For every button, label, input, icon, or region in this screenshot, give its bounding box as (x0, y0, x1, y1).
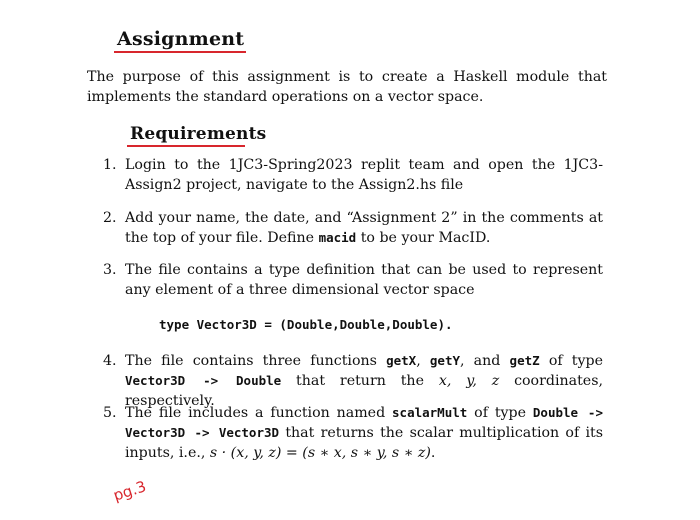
requirement-item-3 (103, 260, 603, 300)
inline-code: macid (318, 230, 357, 245)
item-number: 3. (103, 262, 117, 278)
requirement-item-5 (103, 403, 603, 463)
requirement-item-1 (103, 155, 603, 195)
item-text: Login to the 1JC3-Spring2023 replit team and open the 1JC3-Assign2 project, navigate to the Assign2.hs file (125, 157, 603, 193)
item-text-part: coordinates, respectively. (125, 373, 603, 409)
item-text-part: that returns the scalar multiplication of its inputs, i.e., (125, 425, 604, 461)
item-text (125, 403, 603, 463)
inline-code: Vector3D -> Double (125, 373, 282, 388)
item-number: 4. (103, 353, 117, 369)
inline-math: s · (x, y, z) = (s ∗ x, s ∗ y, s ∗ z) (209, 445, 431, 461)
inline-code: getX (386, 353, 417, 368)
inline-math: x, y, z (438, 373, 500, 389)
item-number: 1. (103, 157, 117, 173)
requirements-heading-underline (127, 145, 245, 147)
item-text-part: Add your name, the date, and “Assignment 2” in the comments at the top of your file. Define (125, 210, 603, 246)
item-text-part: . (430, 445, 436, 461)
requirement-item-2 (103, 208, 603, 248)
inline-code: scalarMult (392, 405, 468, 420)
inline-code: Double -> Vector3D -> Vector3D (125, 405, 603, 440)
code-block: type Vector3D = (Double,Double,Double). (159, 317, 453, 332)
intro-paragraph: The purpose of this assignment is to create a Haskell module that implements the standard operations on a vector space. (87, 69, 607, 105)
requirement-item-4 (103, 351, 603, 411)
requirements-heading (130, 124, 266, 147)
item-text-part: , (416, 353, 430, 369)
item-text-part: of type (467, 405, 533, 421)
item-text-part: The file contains three functions (125, 353, 387, 369)
item-text-part: to be your MacID. (356, 230, 491, 246)
item-number: 5. (103, 405, 117, 421)
inline-code: getZ (509, 353, 540, 368)
handwritten-page-mark: pg.3 (111, 477, 149, 505)
item-number: 2. (103, 210, 117, 226)
item-text-part: of type (539, 353, 603, 369)
item-text (125, 351, 603, 411)
item-text: The file contains a type definition that can be used to represent any element of a three dimensional vector space (125, 262, 603, 298)
assignment-heading-text: Assignment (117, 28, 245, 50)
inline-code: getY (429, 353, 460, 368)
item-text-part: , and (460, 353, 510, 369)
item-text-part: The file includes a function named (125, 405, 393, 421)
item-text-part: that return the (281, 373, 439, 389)
item-text (125, 208, 603, 248)
assignment-heading (117, 28, 246, 53)
assignment-heading-underline (114, 51, 246, 53)
requirements-heading-text: Requirements (130, 124, 267, 144)
